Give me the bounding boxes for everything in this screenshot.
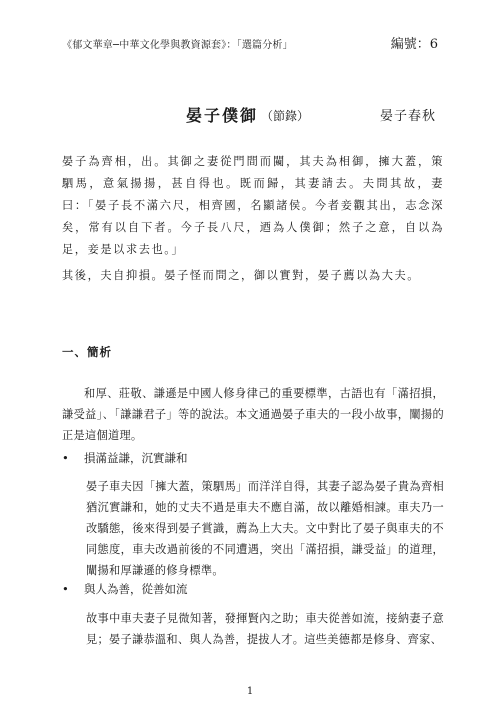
- point-2-text: 故事中車夫妻子見微知著，發揮賢內之助；車夫從善如流，接納妻子意見；晏子謙恭溫和、與人為善，提拔人才。這些美德都是修身、齊家、: [86, 612, 444, 646]
- page-number: 1: [246, 686, 254, 697]
- section-heading: 一、簡析: [62, 345, 112, 359]
- point-1-title: 損滿益謙，沉實謙和: [84, 451, 188, 465]
- point-1-text: 晏子車夫因「擁大蓋，策駟馬」而洋洋自得，其妻子認為晏子貴為齊相猶沉實謙和，她的丈夫不過是車夫不應自滿，故以離婚相諫。車夫乃一改驕態，後來得到晏子賞識，薦為上大夫。文中對比了晏子與車夫的不同態度，車夫改過前後的不同遭遇，突出「滿招損，謙受益」的道理，闡揚和厚謙遜的修身標準。: [86, 480, 444, 577]
- header-source: 《郁文華章─中華文化學與教資源套》：「選篇分析」: [62, 40, 293, 51]
- article-author: 晏子春秋: [380, 109, 437, 124]
- article-subtitle: （節錄）: [261, 109, 310, 123]
- section-intro: 和厚、莊敬、謙遜是中國人修身律己的重要標準，古語也有「滿招損，謙受益」、「謙謙君子」等的說法。本文通過晏子車夫的一段小故事，闡揚的正是這個道理。: [62, 387, 444, 442]
- classic-paragraph-1: 晏子為齊相，出。其御之妻從門間而闚，其夫為相御，擁大蓋，策駟馬，意氣揚揚，甚自得也。既而歸，其妻請去。夫問其故，妻曰：「晏子長不滿六尺，相齊國，名顯諸侯。今者妾觀其出，志念深矣，常有以自下者。今子長八尺，迺為人僕御；然子之意，自以為足，妾是以求去也。」: [62, 155, 444, 256]
- classic-paragraph-2: 其後，夫自抑損。晏子怪而問之，御以實對，晏子薦以為大夫。: [62, 269, 421, 282]
- point-1-heading: [62, 450, 188, 466]
- bullet-icon: •: [62, 582, 69, 596]
- point-2-title: 與人為善，從善如流: [84, 582, 188, 596]
- point-2-heading: [62, 581, 188, 597]
- article-title: 晏子僕御: [186, 106, 259, 125]
- bullet-icon: •: [62, 451, 69, 465]
- header-number: 編號：6: [390, 37, 438, 52]
